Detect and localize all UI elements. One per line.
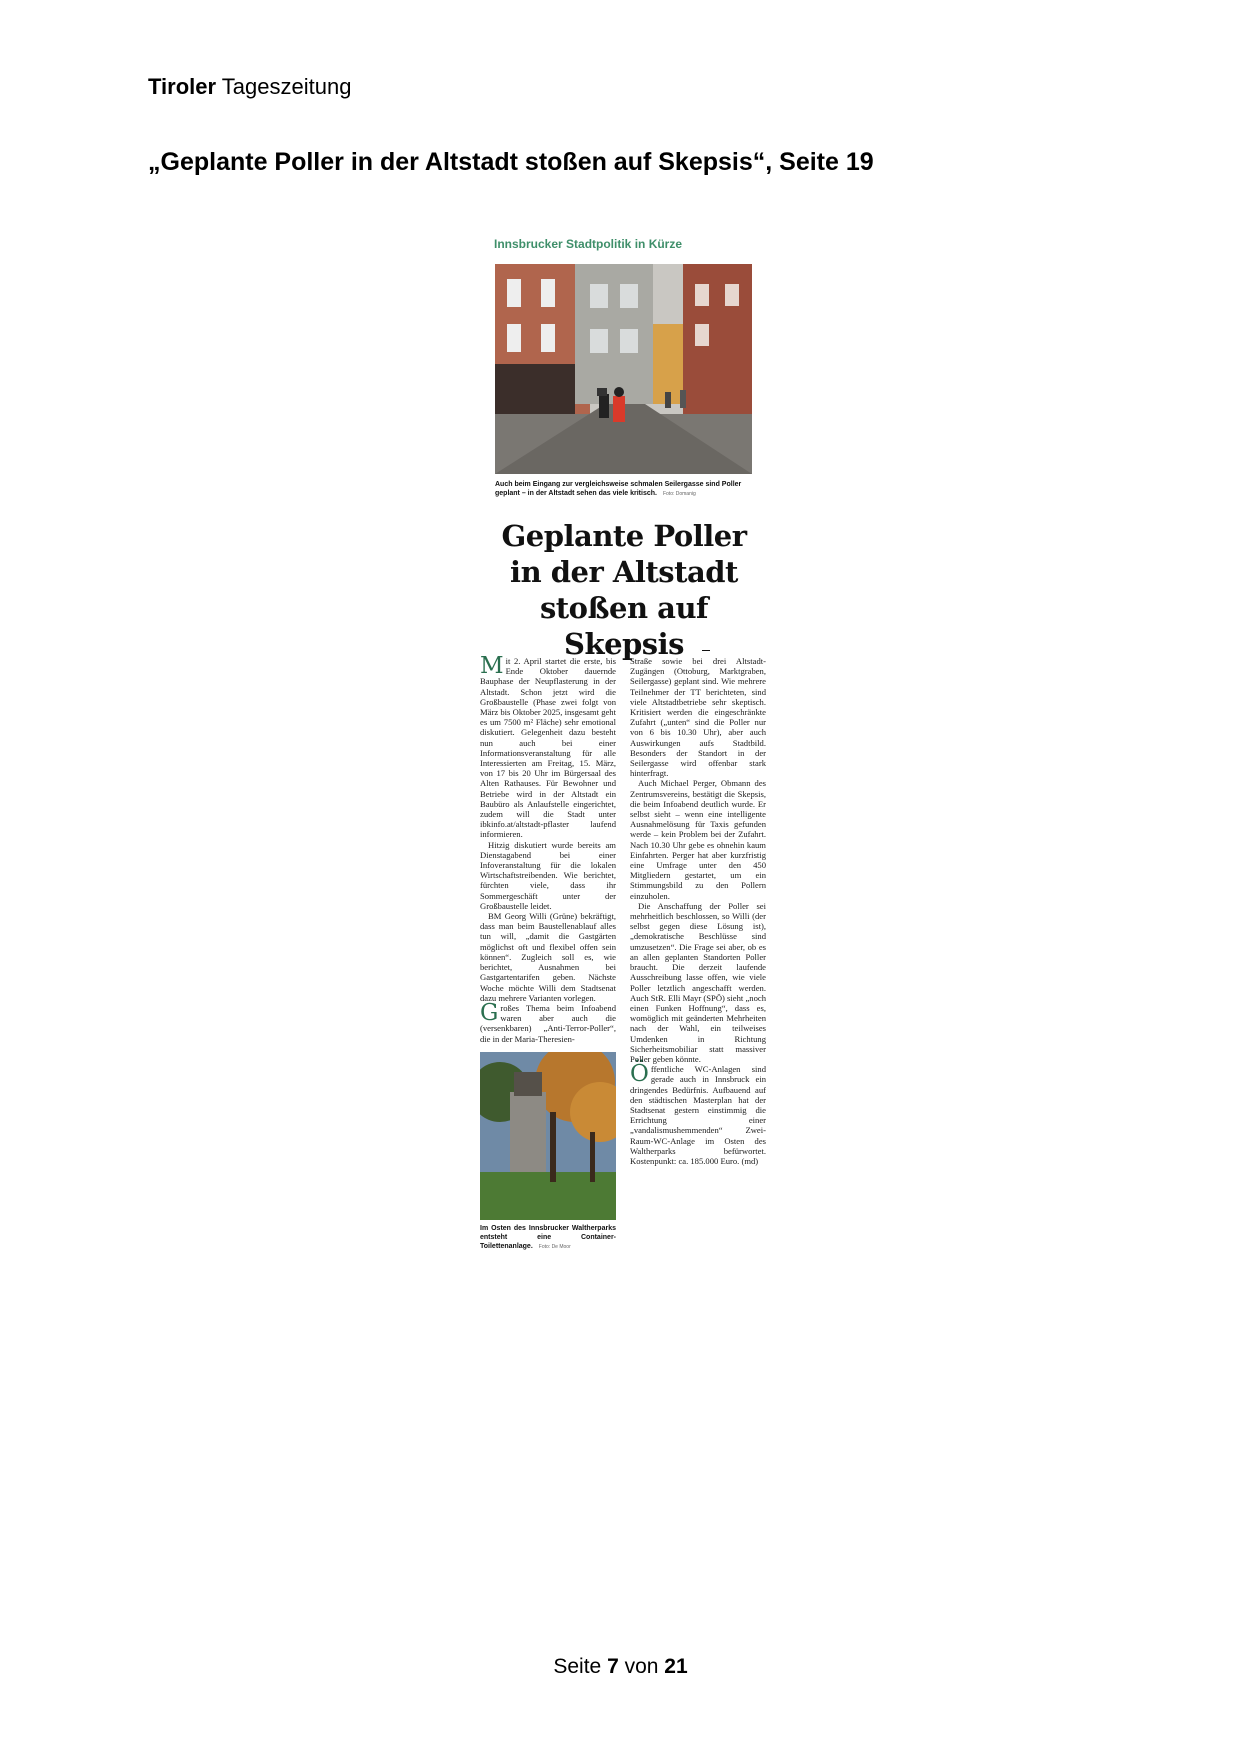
- headline-line-3: stoßen auf Skepsis: [539, 591, 709, 661]
- article-paragraph: BM Georg Willi (Grüne) bekräftigt, dass man beim Baustellenablauf alles tun will, „damit die Gastgärten möglichst oft und flexibel offen sein können“. Zugleich soll es, wie berichtet, Ausnahmen bei Gastgartentarifen geben. Nächste Woche möchte Willi dem Stadtsenat dazu mehrere Varianten vorlegen.: [480, 911, 616, 1003]
- paragraph-text: ffentliche WC-Anlagen sind gerade auch in Innsbruck ein dringendes Bedürfnis. Aufbauend auf den städtischen Masterplan hat der Stadtsenat gestern einstimmig die Errichtung einer „vandalismushemmenden“ Zwei-Raum-WC-Anlage im Osten des Waltherparks befürwortet. Kostenpunkt: ca. 185.000 Euro. (md): [630, 1064, 766, 1166]
- article-paragraph: [630, 1061, 766, 1166]
- article-paragraph: Straße sowie bei drei Altstadt-Zugängen (Ottoburg, Marktgraben, Seilergasse) geplant sind. Wie mehrere Teilnehmer der TT berichteten, sind viele Altstadtbetriebe sehr skeptisch. Kritisiert werden die eingeschränkte Zufahrt („unten“ sind die Poller nur von 6 bis 10.30 Uhr), aber auch Auswirkungen aufs Stadtbild. Besonders der Standort in der Seilergasse wird offenbar stark hinterfragt.: [630, 656, 766, 779]
- street-photo: [495, 264, 752, 474]
- publication-name-rest: Tageszeitung: [221, 74, 352, 99]
- photo-caption-text: Auch beim Eingang zur vergleichsweise schmalen Seilergasse sind Poller geplant – in der Altstadt sehen das viele kritisch.: [495, 481, 742, 497]
- headline-line-2: in der Altstadt: [510, 555, 738, 589]
- article-paragraph: Die Anschaffung der Poller sei mehrheitlich beschlossen, so Willi (der selbst gegen diese Lösung ist), „demokratische Beschlüsse sind umzusetzen“. Die Frage sei aber, ob es an allen geplanten Standorten Poller braucht. Die derzeit laufende Ausschreibung lasse offen, wie viele Poller letztlich angeschafft werden. Auch StR. Elli Mayr (SPÖ) sieht „noch einen Funken Hoffnung“, dass es, womöglich mit geänderten Mehrheiten nach der Wahl, ein teilweises Umdenken in Richtung Sicherheitsmobiliar statt massiver Poller geben könnte.: [630, 900, 766, 1064]
- article-paragraph: [480, 999, 616, 1044]
- photo-caption: [495, 480, 752, 499]
- newspaper-clipping: [474, 232, 766, 1512]
- paragraph-text: roßes Thema beim Infoabend waren aber auch die (versenkbaren) „Anti-Terror-Poller“, die in der Maria-Theresien-: [480, 1002, 616, 1044]
- drop-cap: M: [480, 653, 504, 679]
- drop-cap: G: [480, 999, 499, 1026]
- headline-line-1: Geplante Poller: [501, 519, 747, 553]
- current-page-number: 7: [607, 1655, 619, 1678]
- paragraph-text: it 2. April startet die erste, bis Ende Oktober dauernde Bauphase der Neupflasterung in der Altstadt. Schon jetzt wird die Großbaustelle (Phase zwei folgt von März bis Oktober 2025, insgesamt geht es um 7500 m² Fläche) sehr emotional diskutiert. Gelegenheit dazu besteht nun auch bei einer Informationsveranstaltung für alle Interessierten am Freitag, 15. März, von 17 bis 20 Uhr im Bürgersaal des Alten Rathauses. Für Bewohner und Betriebe wird in der Altstadt ein Baubüro als Anlaufstelle eingerichtet, zudem will die Stadt unter ibkinfo.at/altstadt-pflaster laufend informieren.: [480, 656, 616, 840]
- article-paragraph: Auch Michael Perger, Obmann des Zentrumsvereins, bestätigt die Skepsis, die beim Infoabend deutlich wurde. Er selbst sieht – wenn eine intelligente Ausnahmelösung für Taxis gefunden werde – kein Problem bei der Zufahrt. Nach 10.30 Uhr gebe es ohnehin kaum Einfahrten. Perger hat aber kurzfristig eine Umfrage unter den 450 Mitgliedern gestartet, um ein Stimmungsbild zu den Pollern einzuholen.: [630, 778, 766, 901]
- photo-caption: [480, 1224, 616, 1252]
- street-photo-illustration: [495, 264, 752, 474]
- photo-credit: Foto: Domanig: [662, 491, 696, 497]
- article-paragraph: Hitzig diskutiert wurde bereits am Dienstagabend bei einer Infoveranstaltung für die lokalen Wirtschaftstreibenden. Wie berichtet, fürchten viele, dass ihr Sommergeschäft unter der Großbaustelle leidet.: [480, 839, 616, 911]
- article-column-left: [480, 653, 616, 1252]
- park-photo-illustration: [480, 1052, 616, 1220]
- photo-credit: Foto: De Moor: [538, 1243, 571, 1250]
- document-title: „Geplante Poller in der Altstadt stoßen auf Skepsis“, Seite 19: [148, 148, 874, 176]
- publication-name: [148, 74, 351, 100]
- publication-name-bold: Tiroler: [148, 74, 217, 99]
- separator-tick: [702, 650, 710, 651]
- photo-caption-text: Im Osten des Innsbrucker Waltherparks entsteht eine Container-Toilettenanlage.: [480, 1224, 616, 1250]
- article-column-right: [630, 656, 766, 1166]
- park-photo: [480, 1052, 616, 1220]
- total-page-count: 21: [664, 1655, 688, 1678]
- article-paragraph: [480, 653, 616, 840]
- footer-middle: von: [624, 1655, 659, 1678]
- footer-prefix: Seite: [553, 1655, 602, 1678]
- drop-cap: Ö: [630, 1061, 649, 1088]
- article-headline: [484, 518, 764, 662]
- page-footer: [0, 1655, 1241, 1679]
- section-kicker: Innsbrucker Stadtpolitik in Kürze: [494, 237, 683, 251]
